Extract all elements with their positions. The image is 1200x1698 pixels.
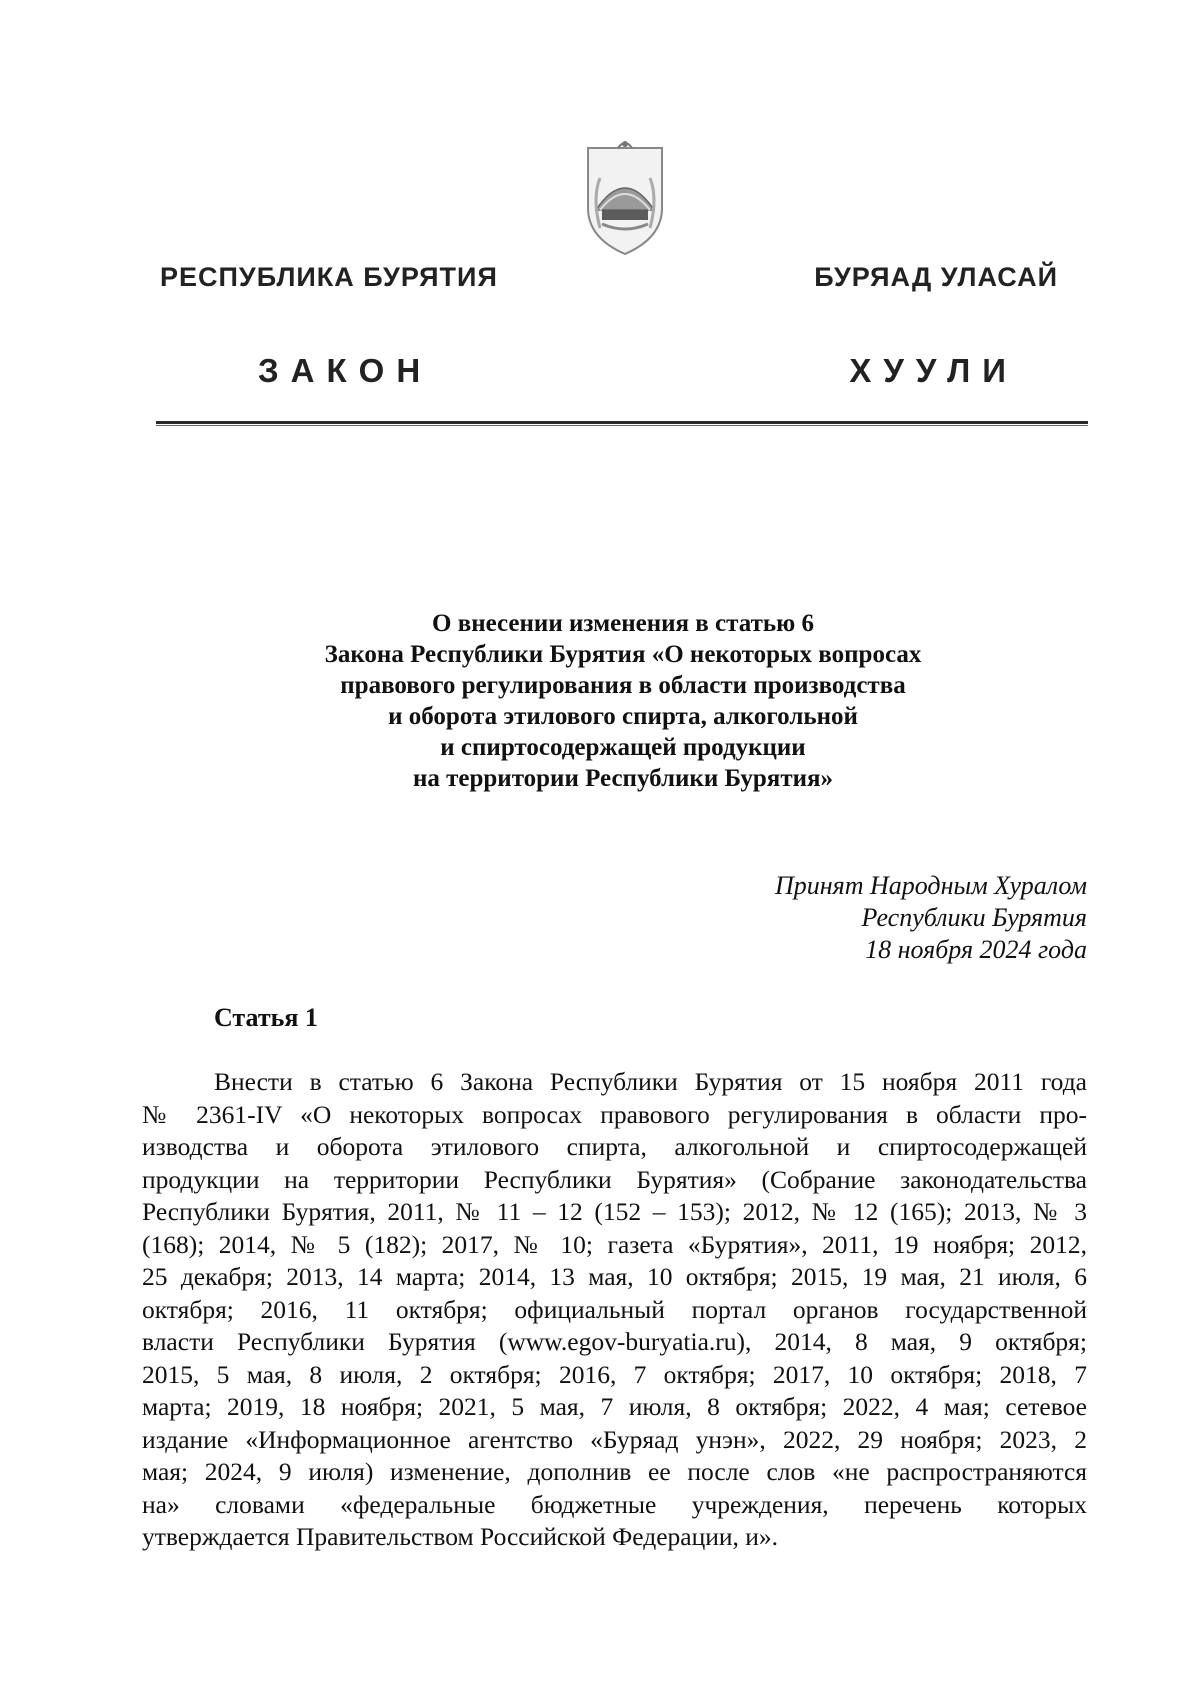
body-line: власти Республики Бурятия (www.egov-buryatia.ru), 2014, 8 мая, 9 октября; <box>142 1327 1087 1356</box>
body-line: Республики Бурятия, 2011, № 11 – 12 (152 – 153); 2012, № 12 (165); 2013, № 3 <box>142 1197 1087 1226</box>
header-divider <box>156 421 1088 426</box>
body-line: продукции на территории Республики Бурятия» (Собрание законодательства <box>142 1164 1087 1194</box>
adoption-note <box>775 870 1087 966</box>
body-line: 2015, 5 мая, 8 июля, 2 октября; 2016, 7 октября; 2017, 10 октября; 2018, 7 <box>142 1359 1087 1389</box>
body-line: утверждается Правительством Российской Федерации, и». <box>142 1522 779 1551</box>
body-line: на» словами «федеральные бюджетные учреждения, перечень которых <box>142 1489 1087 1519</box>
adoption-line: Принят Народным Хуралом <box>774 871 1087 900</box>
body-line: № 2361-IV «О некоторых вопросах правового регулирования в области про- <box>142 1099 1087 1129</box>
body-line: марта; 2019, 18 ноября; 2021, 5 мая, 7 июля, 8 октября; 2022, 4 мая; сетевое <box>142 1392 1087 1421</box>
header-right-law: ХУУЛИ <box>849 352 1018 389</box>
coat-of-arms-icon <box>580 138 670 258</box>
adoption-date: 18 ноября 2024 года <box>865 935 1087 964</box>
title-line: и спиртосодержащей продукции <box>440 734 806 761</box>
adoption-line: Республики Бурятия <box>861 903 1087 932</box>
body-line: октября; 2016, 11 октября; официальный портал органов государственной <box>142 1294 1087 1324</box>
header-left-org: РЕСПУБЛИКА БУРЯТИЯ <box>160 262 498 292</box>
title-line: Закона Республики Бурятия «О некоторых вопросах <box>324 641 922 668</box>
article-body <box>142 1066 1087 1554</box>
header-left-law: ЗАКОН <box>258 352 433 389</box>
document-title <box>160 608 1086 794</box>
body-line: Внести в статью 6 Закона Республики Бурятия от 15 ноября 2011 года <box>214 1067 1087 1096</box>
title-line: и оборота этилового спирта, алкогольной <box>388 703 858 730</box>
header-right-org: БУРЯАД УЛАСАЙ <box>814 262 1058 292</box>
body-line: мая; 2024, 9 июля) изменение, дополнив ее после слов «не распространяются <box>142 1457 1087 1486</box>
title-line: О внесении изменения в статью 6 <box>432 610 814 637</box>
article-heading: Статья 1 <box>214 1003 318 1032</box>
body-line: издание «Информационное агентство «Буряад унэн», 2022, 29 ноября; 2023, 2 <box>142 1424 1087 1454</box>
title-line: на территории Республики Бурятия» <box>412 765 834 792</box>
body-line: изводства и оборота этилового спирта, алкогольной и спиртосодержащей <box>142 1132 1087 1161</box>
body-line: 25 декабря; 2013, 14 марта; 2014, 13 мая, 10 октября; 2015, 19 мая, 21 июля, 6 <box>142 1262 1087 1291</box>
body-line: (168); 2014, № 5 (182); 2017, № 10; газета «Бурятия», 2011, 19 ноября; 2012, <box>142 1229 1087 1259</box>
title-line: правового регулирования в области производства <box>340 672 906 699</box>
